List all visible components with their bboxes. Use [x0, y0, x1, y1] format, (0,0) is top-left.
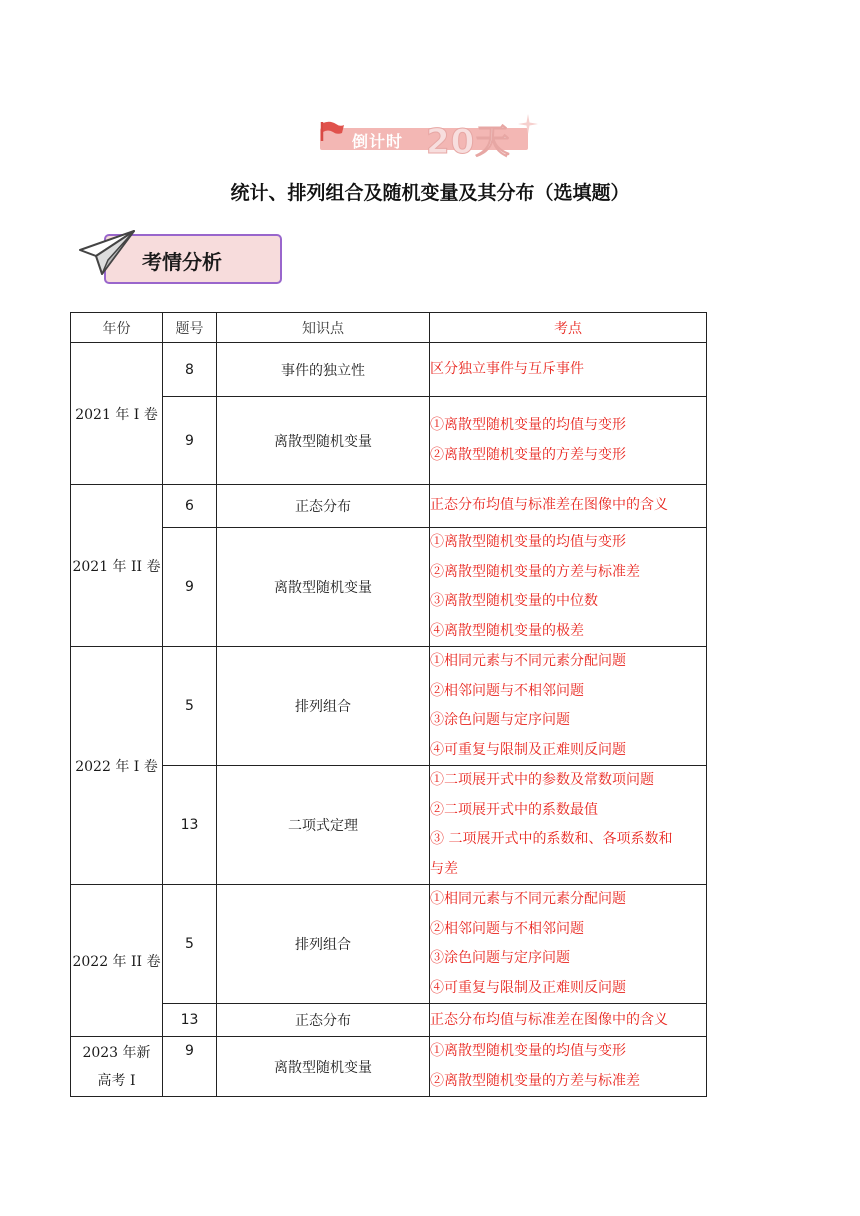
point-line: ②离散型随机变量的方差与标准差: [430, 1072, 640, 1089]
point-line: ②离散型随机变量的方差与标准差: [430, 563, 640, 580]
point-line: ①离散型随机变量的均值与变形: [430, 1043, 626, 1059]
table-row: [71, 528, 707, 647]
points-cell: [430, 1004, 707, 1037]
year-cell: [71, 1037, 163, 1097]
year-cell: 2021 年 I 卷: [71, 343, 163, 485]
point-line: ①相同元素与不同元素分配问题: [430, 891, 626, 907]
question-cell: 8: [163, 343, 217, 397]
flag-icon: [318, 120, 346, 142]
table-row: [71, 1037, 707, 1097]
table-row: [71, 343, 707, 397]
question-cell: 13: [163, 766, 217, 885]
year-cell: 2022 年 II 卷: [71, 885, 163, 1037]
question-cell: 13: [163, 1004, 217, 1037]
points-cell: [430, 528, 707, 647]
point-line: ③ 二项展开式中的系数和、各项系数和: [430, 831, 673, 847]
topic-cell: 正态分布: [217, 485, 430, 528]
table-row: [71, 885, 707, 1004]
year-cell: 2022 年 I 卷: [71, 647, 163, 885]
topic-cell: 排列组合: [217, 647, 430, 766]
table-row: [71, 766, 707, 885]
point-line: 区分独立事件与互斥事件: [430, 360, 584, 377]
topic-cell: 离散型随机变量: [217, 397, 430, 485]
year-line: 2023 年新: [82, 1044, 151, 1061]
year-line: 高考 I: [97, 1072, 136, 1089]
banner-prefix: 倒计时: [352, 132, 404, 151]
point-line: ③涂色问题与定序问题: [430, 950, 570, 966]
point-line: 正态分布均值与标准差在图像中的含义: [430, 1011, 668, 1028]
section-heading: 考情分析: [142, 250, 222, 274]
point-line: 与差: [430, 860, 458, 877]
point-line: ②相邻问题与不相邻问题: [430, 920, 584, 937]
question-cell: 9: [163, 528, 217, 647]
topic-cell: 正态分布: [217, 1004, 430, 1037]
table-row: [71, 485, 707, 528]
topic-cell: 事件的独立性: [217, 343, 430, 397]
table-header-row: [71, 313, 707, 343]
points-cell: [430, 885, 707, 1004]
point-line: ①离散型随机变量的均值与变形: [430, 417, 626, 433]
point-line: ①相同元素与不同元素分配问题: [430, 653, 626, 669]
paper-plane-icon: [76, 228, 138, 278]
point-line: ④可重复与限制及正难则反问题: [430, 741, 626, 758]
banner-days: 20天: [426, 122, 511, 162]
points-cell: [430, 647, 707, 766]
point-line: ②相邻问题与不相邻问题: [430, 682, 584, 699]
question-cell: 9: [163, 1037, 217, 1097]
header-year: 年份: [71, 313, 163, 343]
table-row: [71, 1004, 707, 1037]
point-line: ④可重复与限制及正难则反问题: [430, 979, 626, 996]
point-line: ③涂色问题与定序问题: [430, 712, 570, 728]
header-knowledge: 知识点: [217, 313, 430, 343]
table-row: [71, 397, 707, 485]
topic-cell: 离散型随机变量: [217, 1037, 430, 1097]
countdown-banner: [318, 112, 540, 162]
point-line: ②二项展开式中的系数最值: [430, 801, 598, 818]
header-question: 题号: [163, 313, 217, 343]
points-cell: [430, 343, 707, 397]
exam-analysis-table: [70, 312, 707, 1097]
point-line: ④离散型随机变量的极差: [430, 622, 584, 639]
point-line: ①离散型随机变量的均值与变形: [430, 534, 626, 550]
question-cell: 6: [163, 485, 217, 528]
sparkle-icon: [516, 112, 540, 136]
question-cell: 5: [163, 647, 217, 766]
topic-cell: 离散型随机变量: [217, 528, 430, 647]
points-cell: [430, 485, 707, 528]
points-cell: [430, 397, 707, 485]
question-cell: 5: [163, 885, 217, 1004]
question-cell: 9: [163, 397, 217, 485]
page-title: 统计、排列组合及随机变量及其分布（选填题）: [230, 182, 630, 204]
points-cell: [430, 766, 707, 885]
table-row: [71, 647, 707, 766]
point-line: ③离散型随机变量的中位数: [430, 593, 598, 609]
header-test-points: 考点: [430, 313, 707, 343]
topic-cell: 排列组合: [217, 885, 430, 1004]
year-cell: 2021 年 II 卷: [71, 485, 163, 647]
point-line: 正态分布均值与标准差在图像中的含义: [430, 497, 668, 514]
point-line: ②离散型随机变量的方差与变形: [430, 446, 626, 463]
point-line: ①二项展开式中的参数及常数项问题: [430, 772, 654, 788]
points-cell: [430, 1037, 707, 1097]
topic-cell: 二项式定理: [217, 766, 430, 885]
